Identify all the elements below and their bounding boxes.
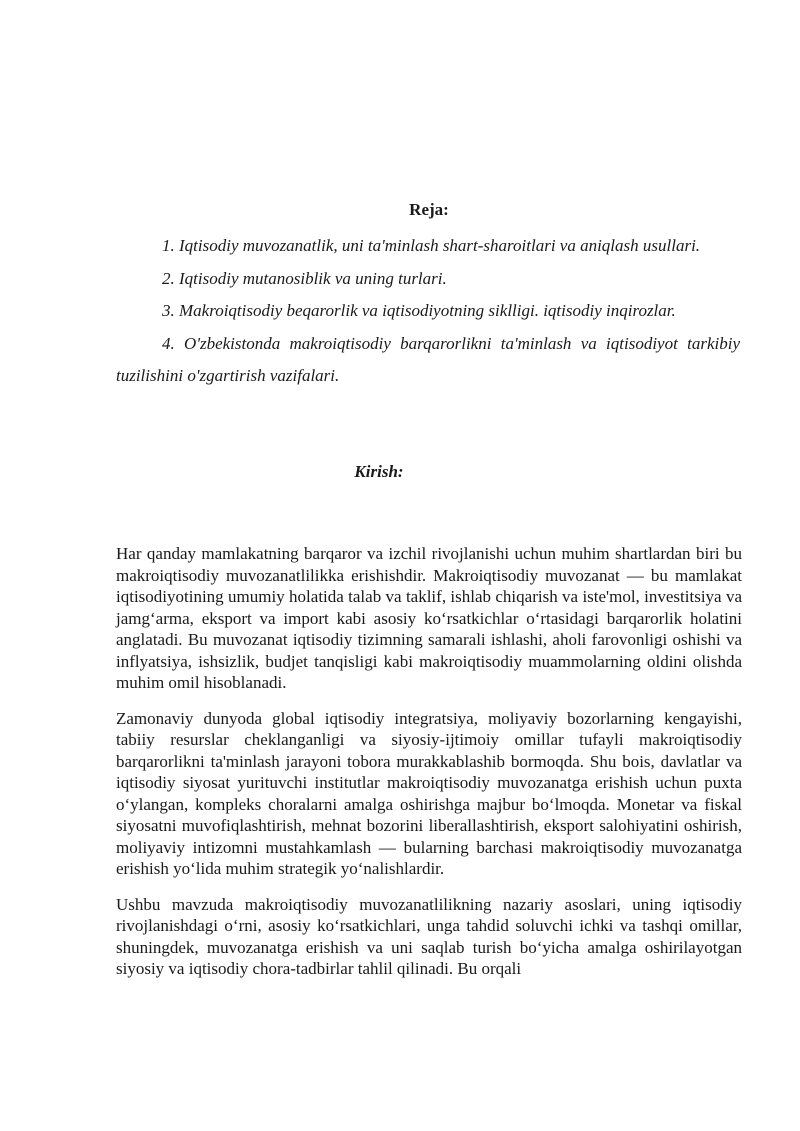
plan-item: 4. O'zbekistonda makroiqtisodiy barqarorlikni ta'minlash va iqtisodiyot tarkibiy tuzilishini o'zgartirish vazifalari.	[116, 333, 740, 385]
intro-paragraph: Ushbu mavzuda makroiqtisodiy muvozanatlilikning nazariy asoslari, uning iqtisodiy rivojlanishdagi o‘rni, asosiy ko‘rsatkichlari, unga tahdid soluvchi ichki va tashqi omillar, shuningdek, muvozanatga erishish va uni saqlab turish bo‘yicha amalga oshirilayotgan siyosiy va iqtisodiy chora-tadbirlar tahlil qilinadi. Bu orqali	[116, 894, 742, 978]
plan-item: 3. Makroiqtisodiy beqarorlik va iqtisodiyotning siklligi. iqtisodiy inqirozlar.	[162, 301, 676, 320]
intro-paragraph: Har qanday mamlakatning barqaror va izchil rivojlanishi uchun muhim shartlardan biri bu makroiqtisodiy muvozanatlilikka erishishdir. Makroiqtisodiy muvozanat — bu mamlakat iqtisodiyotining umumiy holatida talab va taklif, ishlab chiqarish va iste'mol, investitsiya va jamg‘arma, eksport va import kabi asosiy ko‘rsatkichlar o‘rtasidagi barqarorlik holatini anglatadi. Bu muvozanat iqtisodiy tizimning samarali ishlashi, aholi farovonligi oshishi va inflyatsiya, ishsizlik, budjet tanqisligi kabi makroiqtisodiy muammolarning oldini olishda muhim omil hisoblanadi.	[116, 544, 742, 692]
plan-list	[116, 230, 740, 393]
intro-body	[116, 543, 742, 994]
intro-paragraph: Zamonaviy dunyoda global iqtisodiy integratsiya, moliyaviy bozorlarning kengayishi, tabiiy resurslar cheklanganligi va siyosiy-ijtimoiy omillar tufayli makroiqtisodiy barqarorlikni ta'minlash jarayoni tobora murakkablashib bormoqda. Shu bois, davlatlar va iqtisodiy siyosat yurituvchi institutlar makroiqtisodiy muvozanatga erishish uchun puxta o‘ylangan, kompleks choralarni amalga oshirishga majbur bo‘lmoqda. Monetar va fiskal siyosatni muvofiqlashtirish, mehnat bozorini liberallashtirish, eksport salohiyatini oshirish, moliyaviy intizomni mustahkamlash — bularning barchasi makroiqtisodiy muvozanatga erishish yo‘lida muhim strategik yo‘nalishlardir.	[116, 708, 742, 878]
intro-title: Kirish:	[354, 462, 404, 481]
plan-item: 1. Iqtisodiy muvozanatlik, uni ta'minlash shart-sharoitlari va aniqlash usullari.	[162, 236, 701, 255]
plan-item: 2. Iqtisodiy mutanosiblik va uning turlari.	[162, 268, 447, 288]
plan-title: Reja:	[409, 200, 449, 219]
